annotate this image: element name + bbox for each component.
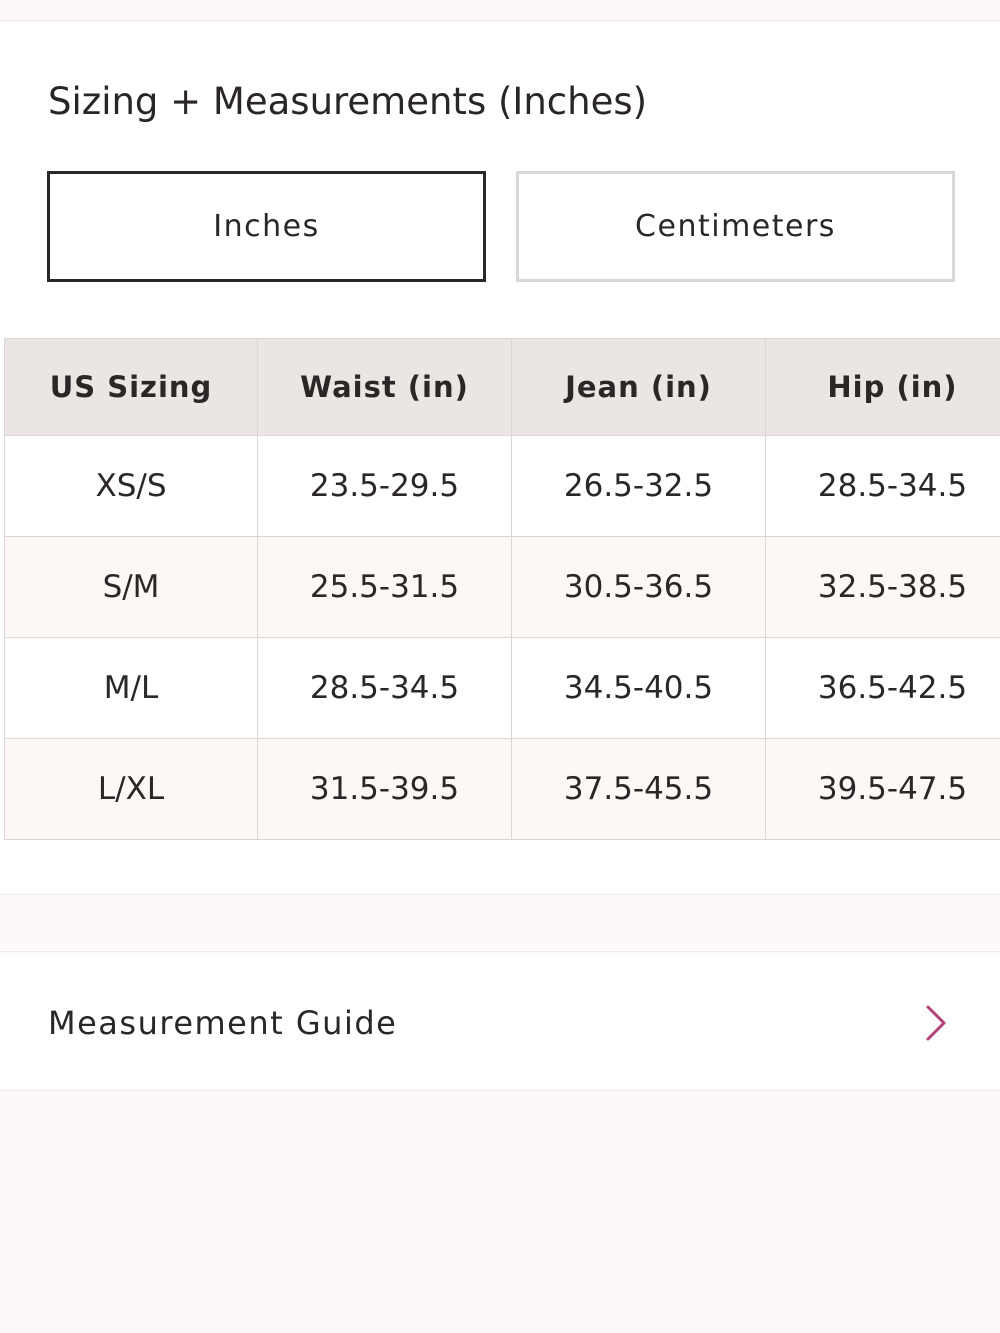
hip-cell: 28.5-34.5 [766, 436, 1000, 537]
hip-cell: 32.5-38.5 [766, 537, 1000, 638]
sizing-panel [0, 21, 1000, 894]
bottom-blank-area [0, 1091, 1000, 1333]
waist-cell: 25.5-31.5 [258, 537, 512, 638]
table-row [5, 739, 1000, 840]
top-divider-strip [0, 0, 1000, 21]
hip-cell: 39.5-47.5 [766, 739, 1000, 840]
size-cell: XS/S [5, 436, 258, 537]
waist-cell: 31.5-39.5 [258, 739, 512, 840]
table-row [5, 638, 1000, 739]
waist-cell: 28.5-34.5 [258, 638, 512, 739]
measurement-guide-label: Measurement Guide [48, 1004, 398, 1042]
header-us-sizing: US Sizing [5, 339, 258, 436]
table-row [5, 436, 1000, 537]
hip-cell: 36.5-42.5 [766, 638, 1000, 739]
table-row [5, 537, 1000, 638]
measurement-guide-link[interactable] [0, 953, 1000, 1091]
header-jean: Jean (in) [512, 339, 766, 436]
inches-toggle-button[interactable]: Inches [47, 171, 486, 282]
size-cell: M/L [5, 638, 258, 739]
header-hip: Hip (in) [766, 339, 1000, 436]
section-spacer [0, 894, 1000, 952]
jean-cell: 26.5-32.5 [512, 436, 766, 537]
jean-cell: 34.5-40.5 [512, 638, 766, 739]
size-chart-table [4, 338, 1000, 840]
table-header-row [5, 339, 1000, 436]
waist-cell: 23.5-29.5 [258, 436, 512, 537]
header-waist: Waist (in) [258, 339, 512, 436]
jean-cell: 30.5-36.5 [512, 537, 766, 638]
jean-cell: 37.5-45.5 [512, 739, 766, 840]
section-title: Sizing + Measurements (Inches) [48, 80, 648, 123]
size-cell: L/XL [5, 739, 258, 840]
chevron-right-icon [922, 1003, 950, 1043]
size-cell: S/M [5, 537, 258, 638]
centimeters-toggle-button[interactable]: Centimeters [516, 171, 955, 282]
